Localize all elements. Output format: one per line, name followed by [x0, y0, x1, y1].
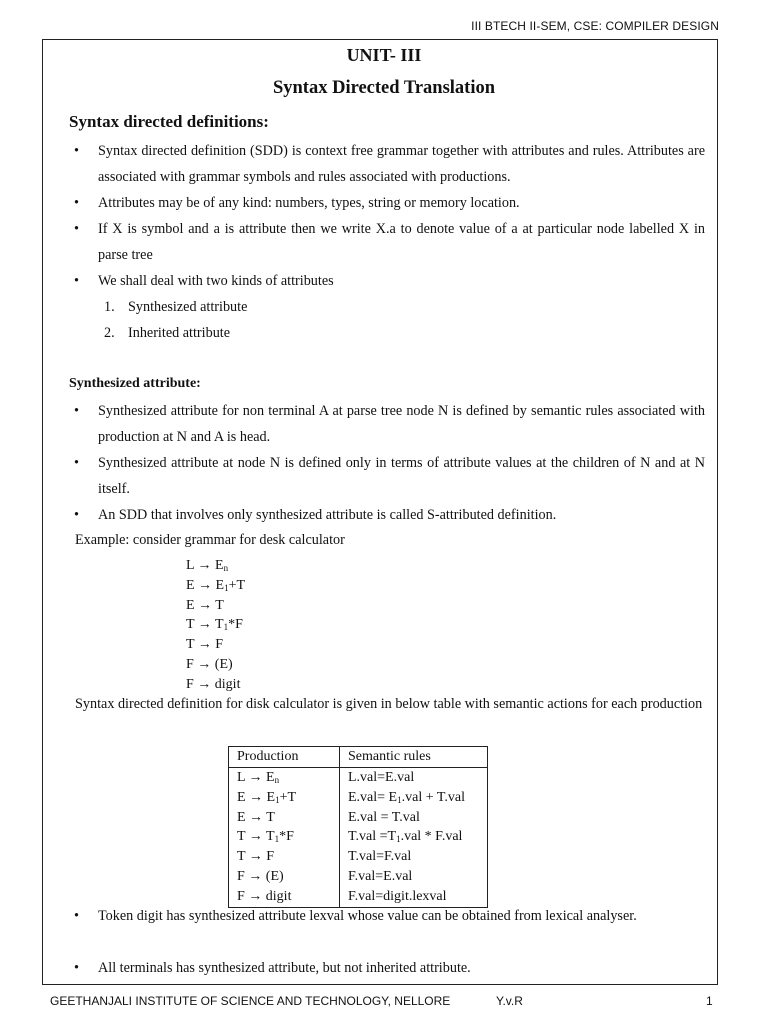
- table-row: [229, 768, 488, 788]
- table-header-row: [229, 747, 488, 768]
- bullet-icon: •: [74, 960, 79, 976]
- bullet-text: Syntax directed definition (SDD) is context free grammar together with attributes and rules. Attributes are associated with grammar symbols and rules associated with productions.: [98, 143, 705, 185]
- example-intro: Example: consider grammar for desk calculator: [75, 532, 345, 548]
- bullet-icon: •: [74, 403, 79, 419]
- rule-cell: L.val=E.val: [340, 768, 488, 788]
- item-number: 2.: [104, 325, 115, 341]
- rule-cell: T.val=F.val: [340, 847, 488, 867]
- course-header: III BTECH II-SEM, CSE: COMPILER DESIGN: [471, 19, 719, 33]
- grammar-rule: T → F: [186, 637, 224, 653]
- column-header-production: Production: [229, 747, 340, 768]
- rule-cell: $T.val =T_1.val * F.val$: [340, 827, 488, 847]
- page-number: 1: [706, 994, 713, 1008]
- table-row: [229, 867, 488, 887]
- table-row: [229, 827, 488, 847]
- table-row: [229, 788, 488, 808]
- rule-cell: $E.val= E_1.val + T.val$: [340, 788, 488, 808]
- bullet-text: We shall deal with two kinds of attributes: [98, 273, 334, 289]
- bullet-text: All terminals has synthesized attribute, but not inherited attribute.: [98, 960, 471, 976]
- numbered-item: [104, 294, 247, 320]
- production-cell: F → (E): [229, 867, 340, 887]
- production-cell: $E \to E_1+T$: [229, 788, 340, 808]
- production-cell: T → F: [229, 847, 340, 867]
- synthesized-heading: Synthesized attribute:: [69, 376, 201, 391]
- grammar-rule: F → (E): [186, 656, 233, 672]
- bullet-icon: •: [74, 908, 79, 924]
- rule-cell: F.val=E.val: [340, 867, 488, 887]
- bullet-text: An SDD that involves only synthesized attribute is called S-attributed definition.: [98, 507, 557, 523]
- bullet-icon: •: [74, 273, 79, 289]
- unit-title: UNIT- III: [346, 45, 422, 65]
- bullet-icon: •: [74, 455, 79, 471]
- footer-author: Y.v.R: [496, 994, 523, 1008]
- grammar-rule: $E \to E_1+T$: [186, 577, 246, 593]
- rule-cell: F.val=digit.lexval: [340, 887, 488, 907]
- bullet-text: Synthesized attribute for non terminal A at parse tree node N is defined by semantic rules associated with production at N and A is head.: [98, 403, 705, 445]
- footer-institute: GEETHANJALI INSTITUTE OF SCIENCE AND TECHNOLOGY, NELLORE: [50, 994, 451, 1008]
- table-row: [229, 847, 488, 867]
- page-title: Syntax Directed Translation: [272, 78, 495, 98]
- production-cell: $L \to E_n$: [229, 768, 340, 788]
- bullet-icon: •: [74, 221, 79, 237]
- table-row: [229, 808, 488, 828]
- bullet-text: If X is symbol and a is attribute then we write X.a to denote value of a at particular node labelled X in parse tree: [98, 221, 705, 263]
- grammar-rule: E → T: [186, 597, 224, 613]
- bullet-text: Attributes may be of any kind: numbers, types, string or memory location.: [98, 195, 520, 211]
- column-header-semantic-rules: Semantic rules: [340, 747, 488, 768]
- grammar-rule: $L \to E_n$: [186, 558, 229, 573]
- bullet-icon: •: [74, 507, 79, 523]
- rule-cell: E.val = T.val: [340, 808, 488, 828]
- grammar-rule: F → digit: [186, 676, 241, 692]
- sdd-heading: Syntax directed definitions:: [69, 112, 269, 131]
- grammar-block: [186, 556, 245, 695]
- production-cell: F → digit: [229, 887, 340, 907]
- production-cell: $T \to T_1*F$: [229, 827, 340, 847]
- item-text: Inherited attribute: [128, 325, 231, 341]
- grammar-rule: $T \to T_1*F$: [186, 617, 243, 633]
- bullet-icon: •: [74, 143, 79, 159]
- sdd-table-intro: Syntax directed definition for disk calculator is given in below table with semantic actions for each production: [75, 696, 703, 712]
- bullet-text: Synthesized attribute at node N is defined only in terms of attribute values at the children of N and at N itself.: [98, 455, 705, 497]
- bullet-icon: •: [74, 195, 79, 211]
- bullet-text: Token digit has synthesized attribute lexval whose value can be obtained from lexical analyser.: [98, 908, 637, 924]
- semantic-rules-table: [228, 746, 488, 908]
- production-cell: E → T: [229, 808, 340, 828]
- numbered-item: [104, 320, 230, 346]
- item-number: 1.: [104, 299, 115, 315]
- item-text: Synthesized attribute: [128, 299, 248, 315]
